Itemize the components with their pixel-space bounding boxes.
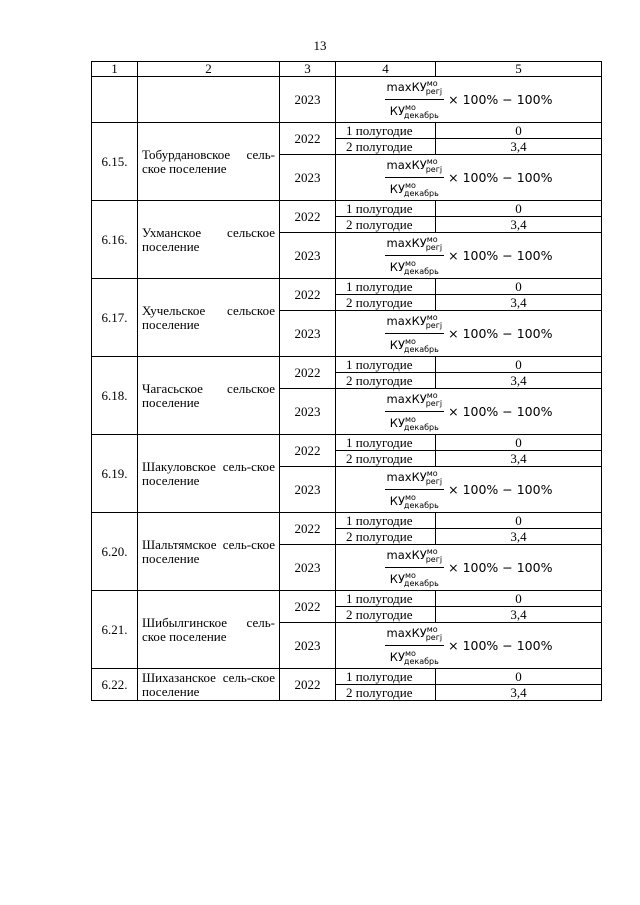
formula-rest: × 100% − 100% xyxy=(448,169,553,185)
table-row xyxy=(92,435,602,451)
year-cell: 2023 xyxy=(280,623,336,669)
formula xyxy=(336,467,601,512)
formula-rest: × 100% − 100% xyxy=(448,325,553,341)
period-label: 2 полугодие xyxy=(336,295,436,311)
year-cell: 2023 xyxy=(280,155,336,201)
section-number: 6.21. xyxy=(92,591,138,669)
period-value: 0 xyxy=(436,591,602,607)
formula-numerator: maxКУ$^{мо}_{регj}$ xyxy=(385,389,445,412)
year-cell: 2022 xyxy=(280,123,336,155)
year-cell: 2023 xyxy=(280,545,336,591)
table-row xyxy=(92,279,602,295)
table-row xyxy=(92,201,602,217)
year-cell: 2022 xyxy=(280,435,336,467)
formula xyxy=(336,311,601,356)
period-label: 2 полугодие xyxy=(336,217,436,233)
period-value: 3,4 xyxy=(436,295,602,311)
period-value: 3,4 xyxy=(436,139,602,155)
section-number: 6.22. xyxy=(92,669,138,701)
period-value: 0 xyxy=(436,357,602,373)
tariff-table xyxy=(91,61,602,701)
formula-numerator: maxКУ$^{мо}_{регj}$ xyxy=(385,77,445,100)
period-value: 0 xyxy=(436,201,602,217)
page-number: 13 xyxy=(313,38,327,53)
settlement-name: Ухманское сельское поселение xyxy=(138,201,280,279)
formula-denominator: $КУ^{мо}_{декабрь}$ xyxy=(389,571,439,588)
formula-rest: × 100% − 100% xyxy=(448,247,553,263)
formula-fraction xyxy=(385,311,445,356)
period-value: 3,4 xyxy=(436,529,602,545)
formula-denominator: $КУ^{мо}_{декабрь}$ xyxy=(389,181,439,198)
formula xyxy=(336,77,601,122)
formula-denominator: $КУ^{мо}_{декабрь}$ xyxy=(389,415,439,432)
period-value: 3,4 xyxy=(436,451,602,467)
year-cell: 2023 xyxy=(280,389,336,435)
formula-cell xyxy=(336,467,602,513)
formula-rest: × 100% − 100% xyxy=(448,481,553,497)
continuation-no-cell xyxy=(92,77,138,123)
formula-cell xyxy=(336,389,602,435)
year-cell: 2022 xyxy=(280,669,336,701)
year-cell: 2022 xyxy=(280,357,336,389)
formula-numerator: maxКУ$^{мо}_{регj}$ xyxy=(385,623,445,646)
formula-fraction xyxy=(385,389,445,434)
period-value: 3,4 xyxy=(436,607,602,623)
formula-fraction xyxy=(385,545,445,590)
period-label: 2 полугодие xyxy=(336,139,436,155)
period-label: 2 полугодие xyxy=(336,373,436,389)
table-row xyxy=(92,123,602,139)
settlement-name: Шихазанское сель-ское поселение xyxy=(138,669,280,701)
formula-denominator: $КУ^{мо}_{декабрь}$ xyxy=(389,493,439,510)
period-value: 3,4 xyxy=(436,373,602,389)
header-cell-2: 2 xyxy=(138,62,280,77)
year-cell: 2023 xyxy=(280,77,336,123)
formula-rest: × 100% − 100% xyxy=(448,91,553,107)
formula-cell xyxy=(336,77,602,123)
header-cell-5: 5 xyxy=(436,62,602,77)
settlement-name: Тобурдановское сель-ское поселение xyxy=(138,123,280,201)
period-label: 1 полугодие xyxy=(336,123,436,139)
table-row xyxy=(92,591,602,607)
formula-cell xyxy=(336,233,602,279)
formula xyxy=(336,389,601,434)
section-number: 6.17. xyxy=(92,279,138,357)
section-number: 6.20. xyxy=(92,513,138,591)
period-value: 3,4 xyxy=(436,217,602,233)
settlement-name: Чагасьское сельское поселение xyxy=(138,357,280,435)
header-cell-3: 3 xyxy=(280,62,336,77)
period-label: 2 полугодие xyxy=(336,529,436,545)
settlement-name: Шибылгинское сель-ское поселение xyxy=(138,591,280,669)
header-cell-4: 4 xyxy=(336,62,436,77)
section-number: 6.15. xyxy=(92,123,138,201)
period-label: 1 полугодие xyxy=(336,669,436,685)
period-value: 0 xyxy=(436,513,602,529)
continuation-name-cell xyxy=(138,77,280,123)
formula-denominator: $КУ^{мо}_{декабрь}$ xyxy=(389,649,439,666)
period-label: 2 полугодие xyxy=(336,685,436,701)
period-label: 2 полугодие xyxy=(336,607,436,623)
formula-cell xyxy=(336,311,602,357)
settlement-name: Шальтямское сель-ское поселение xyxy=(138,513,280,591)
formula-denominator: $КУ^{мо}_{декабрь}$ xyxy=(389,103,439,120)
year-cell: 2023 xyxy=(280,467,336,513)
table-row xyxy=(92,669,602,685)
period-label: 1 полугодие xyxy=(336,279,436,295)
formula-fraction xyxy=(385,233,445,278)
header-cell-1: 1 xyxy=(92,62,138,77)
formula-fraction xyxy=(385,155,445,200)
formula xyxy=(336,233,601,278)
formula-denominator: $КУ^{мо}_{декабрь}$ xyxy=(389,337,439,354)
formula-numerator: maxКУ$^{мо}_{регj}$ xyxy=(385,311,445,334)
formula-fraction xyxy=(385,77,445,122)
section-number: 6.16. xyxy=(92,201,138,279)
period-label: 1 полугодие xyxy=(336,435,436,451)
table-row xyxy=(92,357,602,373)
settlement-name: Шакуловское сель-ское поселение xyxy=(138,435,280,513)
formula xyxy=(336,623,601,668)
formula-rest: × 100% − 100% xyxy=(448,403,553,419)
section-number: 6.18. xyxy=(92,357,138,435)
header-row xyxy=(92,62,602,77)
formula-rest: × 100% − 100% xyxy=(448,637,553,653)
formula-numerator: maxКУ$^{мо}_{регj}$ xyxy=(385,545,445,568)
period-value: 0 xyxy=(436,669,602,685)
period-value: 0 xyxy=(436,123,602,139)
formula-numerator: maxКУ$^{мо}_{регj}$ xyxy=(385,155,445,178)
period-value: 0 xyxy=(436,435,602,451)
formula-fraction xyxy=(385,623,445,668)
formula xyxy=(336,155,601,200)
year-cell: 2022 xyxy=(280,279,336,311)
year-cell: 2023 xyxy=(280,311,336,357)
formula-numerator: maxКУ$^{мо}_{регj}$ xyxy=(385,467,445,490)
period-label: 1 полугодие xyxy=(336,201,436,217)
period-value: 3,4 xyxy=(436,685,602,701)
table-row xyxy=(92,513,602,529)
year-cell: 2022 xyxy=(280,513,336,545)
formula-denominator: $КУ^{мо}_{декабрь}$ xyxy=(389,259,439,276)
formula-fraction xyxy=(385,467,445,512)
formula-cell xyxy=(336,623,602,669)
period-value: 0 xyxy=(436,279,602,295)
period-label: 2 полугодие xyxy=(336,451,436,467)
year-cell: 2022 xyxy=(280,591,336,623)
period-label: 1 полугодие xyxy=(336,591,436,607)
year-cell: 2023 xyxy=(280,233,336,279)
period-label: 1 полугодие xyxy=(336,513,436,529)
formula xyxy=(336,545,601,590)
section-number: 6.19. xyxy=(92,435,138,513)
formula-cell xyxy=(336,155,602,201)
period-label: 1 полугодие xyxy=(336,357,436,373)
formula-rest: × 100% − 100% xyxy=(448,559,553,575)
table-row xyxy=(92,77,602,123)
formula-cell xyxy=(336,545,602,591)
settlement-name: Хучельское сельское поселение xyxy=(138,279,280,357)
formula-numerator: maxКУ$^{мо}_{регj}$ xyxy=(385,233,445,256)
year-cell: 2022 xyxy=(280,201,336,233)
